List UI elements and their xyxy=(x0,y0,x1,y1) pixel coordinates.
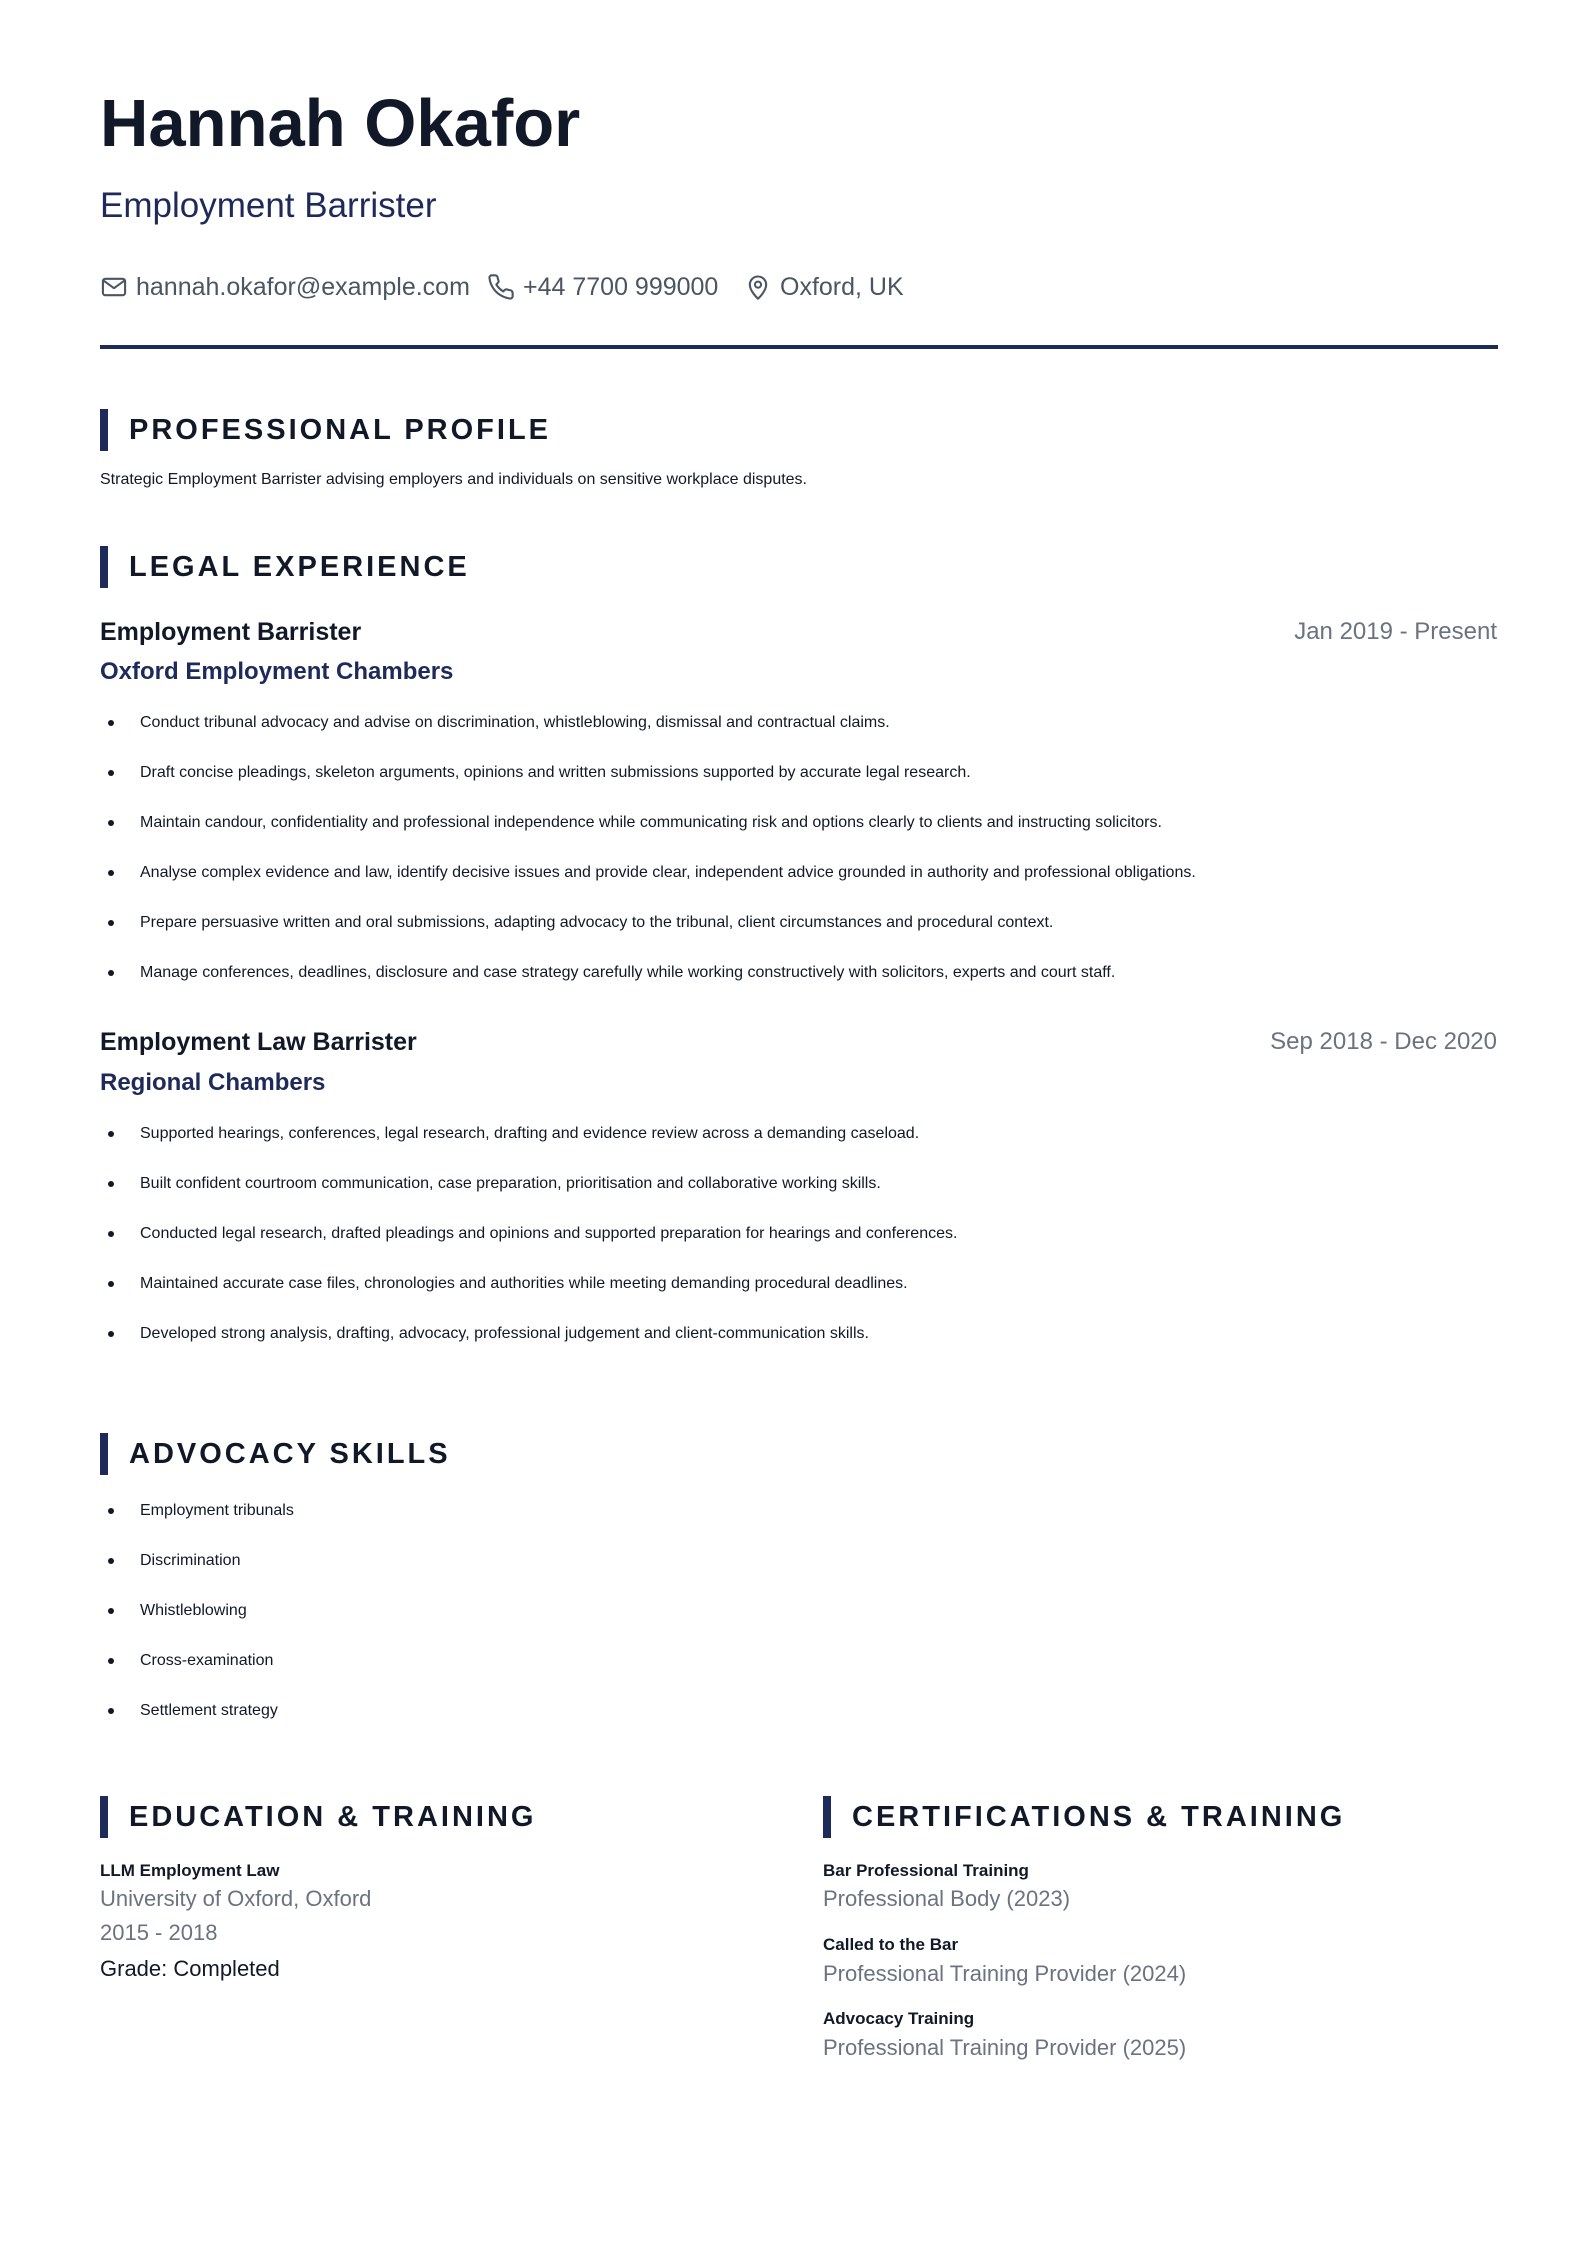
bullet-dot xyxy=(108,720,114,726)
certifications-heading: CERTIFICATIONS & TRAINING xyxy=(852,1801,1346,1833)
education-years: 2015 - 2018 xyxy=(100,1920,218,1945)
section-accent-bar xyxy=(100,546,108,588)
bullet-text: Built confident courtroom communication, case preparation, prioritisation and collaborative working skills. xyxy=(140,1175,881,1192)
certification-detail: Professional Training Provider (2024) xyxy=(823,1961,1187,1986)
institution: University of Oxford, Oxford xyxy=(100,1886,372,1911)
profile-heading: PROFESSIONAL PROFILE xyxy=(129,414,552,446)
location-text: Oxford, UK xyxy=(780,272,904,301)
list-item xyxy=(100,1124,919,1144)
skill-text: Cross-examination xyxy=(140,1652,274,1669)
list-item xyxy=(100,763,971,783)
list-item xyxy=(100,963,1115,983)
job-dates: Sep 2018 - Dec 2020 xyxy=(1270,1028,1497,1055)
bullet-dot xyxy=(108,1131,114,1137)
bullet-dot xyxy=(108,1281,114,1287)
bullet-text: Developed strong analysis, drafting, advocacy, professional judgement and client-communication skills. xyxy=(140,1325,869,1342)
list-item xyxy=(100,813,1162,833)
list-item xyxy=(100,863,1196,883)
contact-phone[interactable] xyxy=(487,272,718,302)
bullet-dot xyxy=(108,1508,114,1514)
list-item xyxy=(100,1551,240,1571)
email-text: hannah.okafor@example.com xyxy=(136,272,470,301)
candidate-role: Employment Barrister xyxy=(100,186,437,225)
bullet-dot xyxy=(108,1231,114,1237)
bullet-dot xyxy=(108,970,114,976)
bullet-text: Analyse complex evidence and law, identify decisive issues and provide clear, independent advice grounded in authority and professional obligations. xyxy=(140,864,1196,881)
list-item xyxy=(100,1601,247,1621)
degree-name: LLM Employment Law xyxy=(100,1861,280,1880)
section-accent-bar xyxy=(100,409,108,451)
contact-location xyxy=(744,272,904,302)
mail-icon xyxy=(100,273,128,301)
education-heading: EDUCATION & TRAINING xyxy=(129,1801,537,1833)
list-item xyxy=(100,1651,273,1671)
experience-heading: LEGAL EXPERIENCE xyxy=(129,551,470,583)
list-item xyxy=(100,1224,957,1244)
certification-name: Advocacy Training xyxy=(823,2009,975,2028)
contact-email[interactable] xyxy=(100,272,470,302)
skill-text: Whistleblowing xyxy=(140,1602,247,1619)
section-accent-bar xyxy=(823,1796,831,1838)
bullet-text: Conducted legal research, drafted pleadings and opinions and supported preparation for hearings and conferences. xyxy=(140,1225,958,1242)
bullet-text: Draft concise pleadings, skeleton arguments, opinions and written submissions supported by accurate legal research. xyxy=(140,764,971,781)
phone-icon xyxy=(487,273,515,301)
education-grade: Grade: Completed xyxy=(100,1956,280,1981)
certification-name: Called to the Bar xyxy=(823,1935,959,1954)
certification-detail: Professional Body (2023) xyxy=(823,1886,1071,1911)
header-divider xyxy=(100,345,1498,349)
list-item xyxy=(100,1274,908,1294)
location-pin-icon xyxy=(744,273,772,301)
bullet-dot xyxy=(108,1608,114,1614)
bullet-text: Prepare persuasive written and oral submissions, adapting advocacy to the tribunal, client circumstances and procedural context. xyxy=(140,914,1054,931)
certification-detail: Professional Training Provider (2025) xyxy=(823,2035,1187,2060)
job-employer: Oxford Employment Chambers xyxy=(100,658,454,685)
bullet-dot xyxy=(108,870,114,876)
list-item xyxy=(100,913,1053,933)
skill-text: Discrimination xyxy=(140,1552,241,1569)
skill-text: Settlement strategy xyxy=(140,1702,278,1719)
phone-text: +44 7700 999000 xyxy=(523,272,719,301)
bullet-dot xyxy=(108,1331,114,1337)
bullet-text: Conduct tribunal advocacy and advise on discrimination, whistleblowing, dismissal and contractual claims. xyxy=(140,714,890,731)
job-employer: Regional Chambers xyxy=(100,1069,326,1096)
list-item xyxy=(100,1174,881,1194)
bullet-dot xyxy=(108,1658,114,1664)
profile-text: Strategic Employment Barrister advising employers and individuals on sensitive workplace disputes. xyxy=(100,471,807,488)
bullet-dot xyxy=(108,1708,114,1714)
job-title: Employment Barrister xyxy=(100,618,362,646)
bullet-dot xyxy=(108,1558,114,1564)
bullet-dot xyxy=(108,1181,114,1187)
skills-heading: ADVOCACY SKILLS xyxy=(129,1438,451,1470)
bullet-text: Maintain candour, confidentiality and professional independence while communicating risk and options clearly to clients and instructing solicitors. xyxy=(140,814,1162,831)
list-item xyxy=(100,1324,869,1344)
bullet-dot xyxy=(108,920,114,926)
skill-text: Employment tribunals xyxy=(140,1502,294,1519)
job-title: Employment Law Barrister xyxy=(100,1028,417,1056)
section-accent-bar xyxy=(100,1433,108,1475)
bullet-text: Maintained accurate case files, chronologies and authorities while meeting demanding procedural deadlines. xyxy=(140,1275,908,1292)
list-item xyxy=(100,1701,278,1721)
bullet-text: Supported hearings, conferences, legal research, drafting and evidence review across a demanding caseload. xyxy=(140,1125,920,1142)
bullet-dot xyxy=(108,820,114,826)
candidate-name: Hannah Okafor xyxy=(100,86,581,161)
list-item xyxy=(100,713,890,733)
section-accent-bar xyxy=(100,1796,108,1838)
bullet-text: Manage conferences, deadlines, disclosure and case strategy carefully while working constructively with solicitors, experts and court staff. xyxy=(140,964,1116,981)
job-dates: Jan 2019 - Present xyxy=(1294,618,1497,645)
certification-name: Bar Professional Training xyxy=(823,1861,1029,1880)
list-item xyxy=(100,1501,294,1521)
bullet-dot xyxy=(108,770,114,776)
